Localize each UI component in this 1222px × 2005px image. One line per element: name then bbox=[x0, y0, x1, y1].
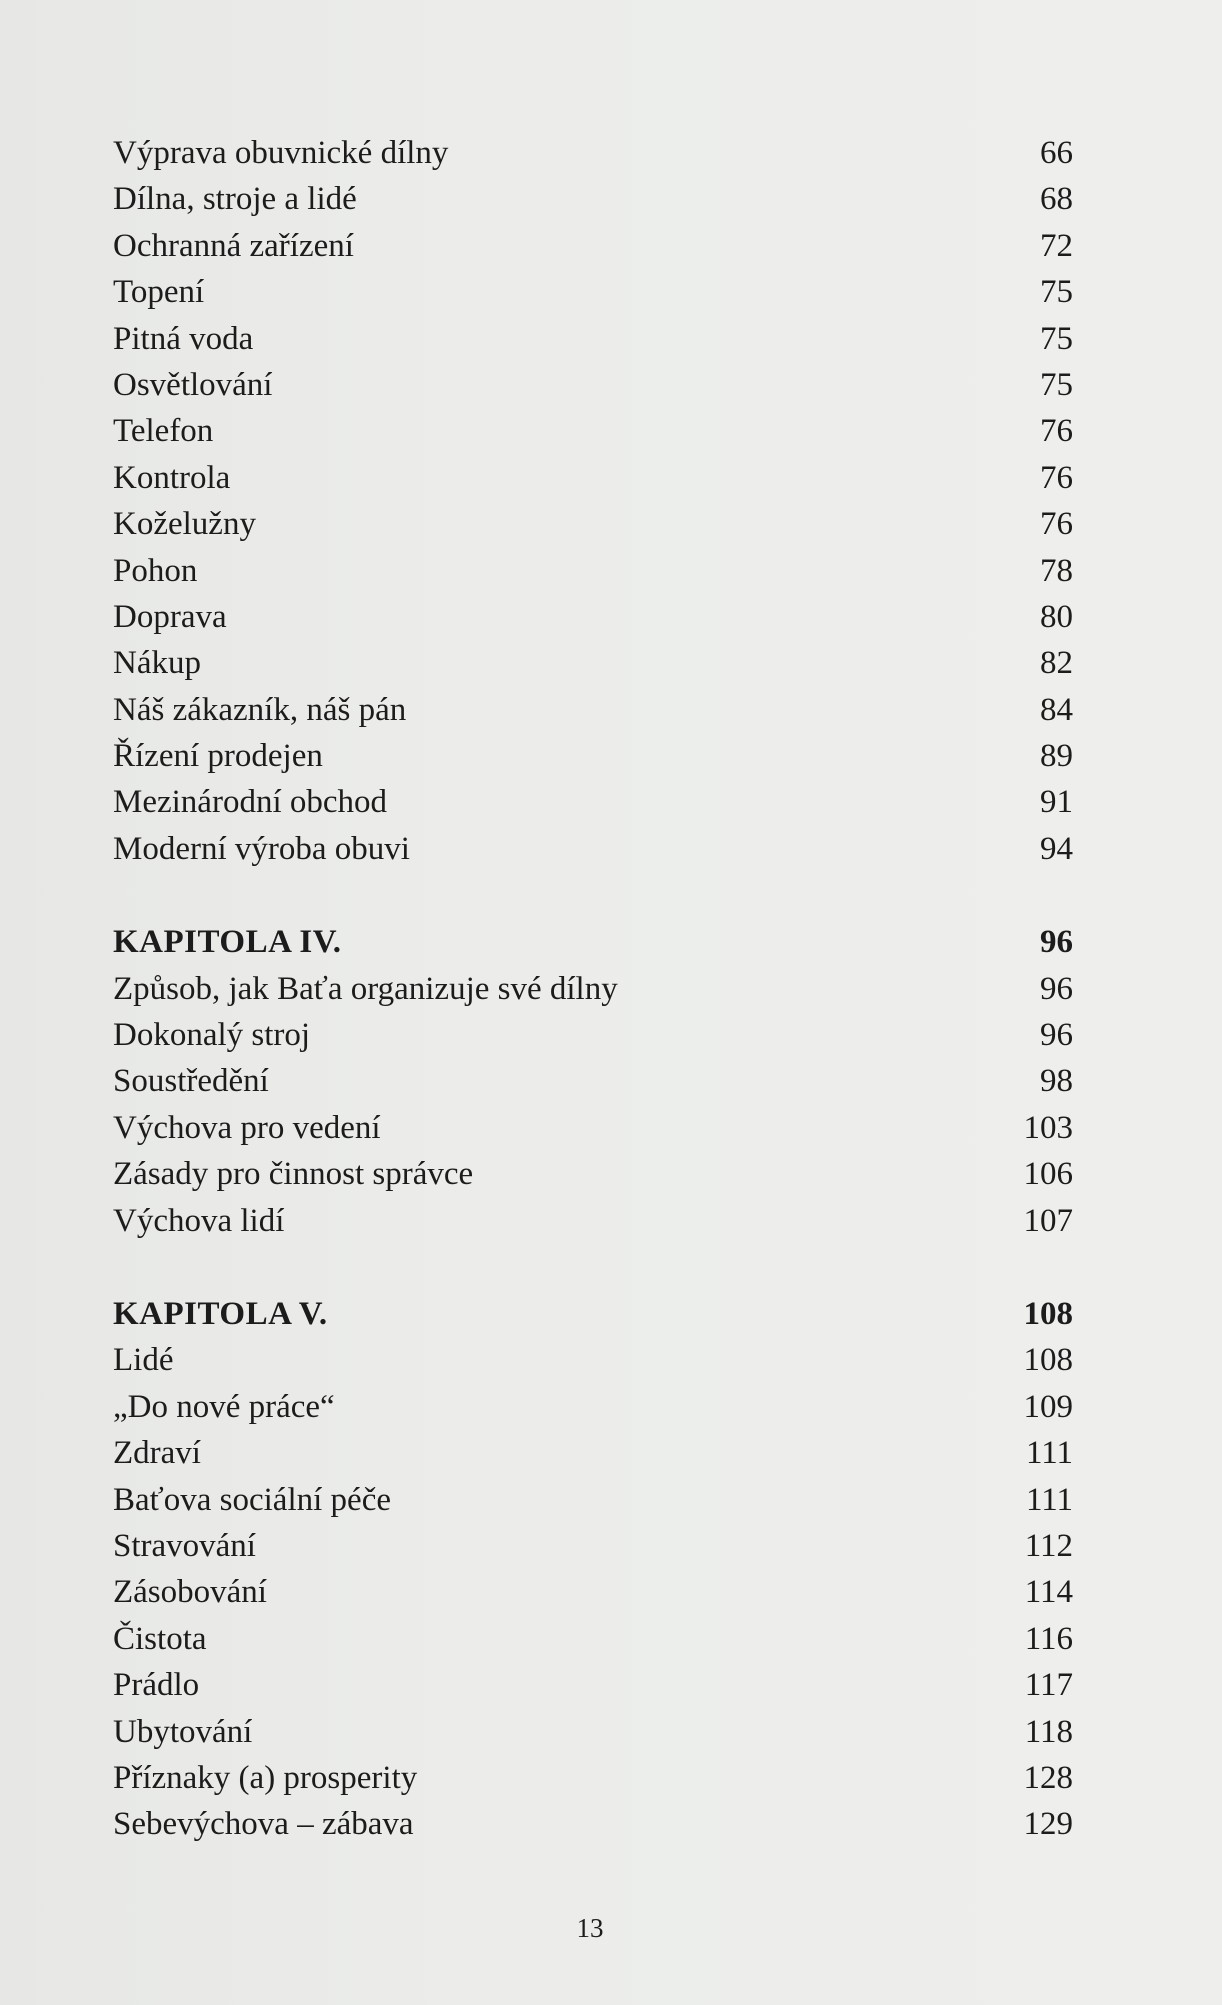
chapter-page-number: 108 bbox=[1023, 1295, 1073, 1332]
toc-entry bbox=[113, 501, 1073, 547]
entry-page-number: 107 bbox=[1023, 1202, 1073, 1239]
entry-page-number: 103 bbox=[1023, 1109, 1073, 1146]
entry-title: Mezinárodní obchod bbox=[113, 784, 388, 821]
toc-entry bbox=[113, 640, 1073, 686]
entry-page-number: 112 bbox=[1024, 1527, 1073, 1564]
entry-title: Moderní výroba obuvi bbox=[113, 830, 410, 867]
toc-entry bbox=[113, 1012, 1073, 1058]
toc-entry bbox=[113, 1616, 1073, 1662]
chapter-page-number: 96 bbox=[1040, 924, 1073, 961]
toc-section bbox=[113, 919, 1073, 1244]
toc-entry bbox=[113, 1477, 1073, 1523]
entry-page-number: 98 bbox=[1040, 1063, 1073, 1100]
entry-title: Zásobování bbox=[113, 1574, 267, 1611]
entry-page-number: 84 bbox=[1040, 691, 1073, 728]
toc-entry bbox=[113, 1337, 1073, 1383]
entry-title: Soustředění bbox=[113, 1063, 269, 1100]
toc-entry bbox=[113, 1384, 1073, 1430]
entry-title: Řízení prodejen bbox=[113, 738, 323, 775]
entry-page-number: 78 bbox=[1040, 552, 1073, 589]
toc-entry bbox=[113, 548, 1073, 594]
entry-title: Dokonalý stroj bbox=[113, 1017, 311, 1054]
entry-title: Zdraví bbox=[113, 1435, 201, 1472]
toc-entry bbox=[113, 316, 1073, 362]
entry-title: Výchova lidí bbox=[113, 1202, 285, 1239]
toc-entry bbox=[113, 1569, 1073, 1615]
entry-title: Koželužny bbox=[113, 506, 256, 543]
toc-entry bbox=[113, 1523, 1073, 1569]
entry-page-number: 117 bbox=[1024, 1667, 1073, 1704]
entry-title: Čistota bbox=[113, 1620, 207, 1657]
toc-entry bbox=[113, 733, 1073, 779]
entry-title: Pohon bbox=[113, 552, 198, 589]
entry-title: Způsob, jak Baťa organizuje své dílny bbox=[113, 970, 618, 1007]
entry-title: Ubytování bbox=[113, 1713, 253, 1750]
entry-page-number: 75 bbox=[1040, 320, 1073, 357]
entry-page-number: 96 bbox=[1040, 1017, 1073, 1054]
entry-page-number: 66 bbox=[1040, 135, 1073, 171]
toc-entry bbox=[113, 1755, 1073, 1801]
entry-page-number: 129 bbox=[1023, 1806, 1073, 1843]
toc-entry bbox=[113, 594, 1073, 640]
toc-entry bbox=[113, 176, 1073, 222]
entry-title: Telefon bbox=[113, 413, 214, 450]
toc-entry bbox=[113, 966, 1073, 1012]
entry-page-number: 89 bbox=[1040, 738, 1073, 775]
toc-entry bbox=[113, 1662, 1073, 1708]
toc-entry bbox=[113, 362, 1073, 408]
entry-title: Doprava bbox=[113, 598, 227, 635]
chapter-title: KAPITOLA V. bbox=[113, 1295, 328, 1332]
toc-entry bbox=[113, 1151, 1073, 1197]
toc-entry bbox=[113, 826, 1073, 872]
entry-page-number: 114 bbox=[1024, 1574, 1073, 1611]
entry-title: „Do nové práce“ bbox=[113, 1388, 335, 1425]
entry-page-number: 128 bbox=[1023, 1759, 1073, 1796]
entry-title: Lidé bbox=[113, 1342, 174, 1379]
entry-title: Výchova pro vedení bbox=[113, 1109, 381, 1146]
entry-page-number: 91 bbox=[1040, 784, 1073, 821]
chapter-title: KAPITOLA IV. bbox=[113, 924, 342, 961]
toc-entry bbox=[113, 1801, 1073, 1847]
page-number-footer: 13 bbox=[576, 1913, 604, 1943]
entry-title: Dílna, stroje a lidé bbox=[113, 181, 357, 218]
entry-page-number: 76 bbox=[1040, 413, 1073, 450]
entry-title: Výprava obuvnické dílny bbox=[113, 135, 449, 171]
entry-page-number: 80 bbox=[1040, 598, 1073, 635]
entry-title: Kontrola bbox=[113, 459, 231, 496]
entry-page-number: 116 bbox=[1024, 1620, 1073, 1657]
entry-page-number: 108 bbox=[1023, 1342, 1073, 1379]
entry-page-number: 109 bbox=[1023, 1388, 1073, 1425]
chapter-heading bbox=[113, 1291, 1073, 1337]
toc-entry bbox=[113, 455, 1073, 501]
toc-entry bbox=[113, 687, 1073, 733]
entry-page-number: 76 bbox=[1040, 459, 1073, 496]
entry-title: Sebevýchova – zábava bbox=[113, 1806, 414, 1843]
entry-title: Příznaky (a) prosperity bbox=[113, 1759, 418, 1796]
toc-entry bbox=[113, 1105, 1073, 1151]
toc-entry bbox=[113, 1198, 1073, 1244]
entry-title: Náš zákazník, náš pán bbox=[113, 691, 407, 728]
entry-page-number: 76 bbox=[1040, 506, 1073, 543]
entry-page-number: 68 bbox=[1040, 181, 1073, 218]
entry-title: Pitná voda bbox=[113, 320, 254, 357]
entry-title: Ochranná zařízení bbox=[113, 227, 354, 264]
toc-entry bbox=[113, 269, 1073, 315]
table-of-contents bbox=[113, 130, 1073, 1848]
entry-page-number: 72 bbox=[1040, 227, 1073, 264]
entry-title: Topení bbox=[113, 274, 205, 311]
toc-entry bbox=[113, 1430, 1073, 1476]
toc-entry bbox=[113, 408, 1073, 454]
toc-section bbox=[113, 130, 1073, 872]
toc-entry bbox=[113, 130, 1073, 176]
toc-entry bbox=[113, 1058, 1073, 1104]
entry-title: Baťova sociální péče bbox=[113, 1481, 391, 1518]
entry-page-number: 96 bbox=[1040, 970, 1073, 1007]
entry-page-number: 94 bbox=[1040, 830, 1073, 867]
entry-title: Zásady pro činnost správce bbox=[113, 1156, 474, 1193]
chapter-heading bbox=[113, 919, 1073, 965]
entry-page-number: 106 bbox=[1023, 1156, 1073, 1193]
entry-title: Stravování bbox=[113, 1527, 256, 1564]
entry-page-number: 111 bbox=[1025, 1481, 1073, 1518]
entry-title: Osvětlování bbox=[113, 366, 273, 403]
toc-entry bbox=[113, 779, 1073, 825]
entry-title: Nákup bbox=[113, 645, 201, 682]
toc-section bbox=[113, 1291, 1073, 1848]
entry-page-number: 75 bbox=[1040, 274, 1073, 311]
toc-entry bbox=[113, 223, 1073, 269]
entry-page-number: 111 bbox=[1025, 1435, 1073, 1472]
entry-page-number: 82 bbox=[1040, 645, 1073, 682]
entry-page-number: 118 bbox=[1024, 1713, 1073, 1750]
entry-title: Prádlo bbox=[113, 1667, 200, 1704]
toc-entry bbox=[113, 1709, 1073, 1755]
entry-page-number: 75 bbox=[1040, 366, 1073, 403]
